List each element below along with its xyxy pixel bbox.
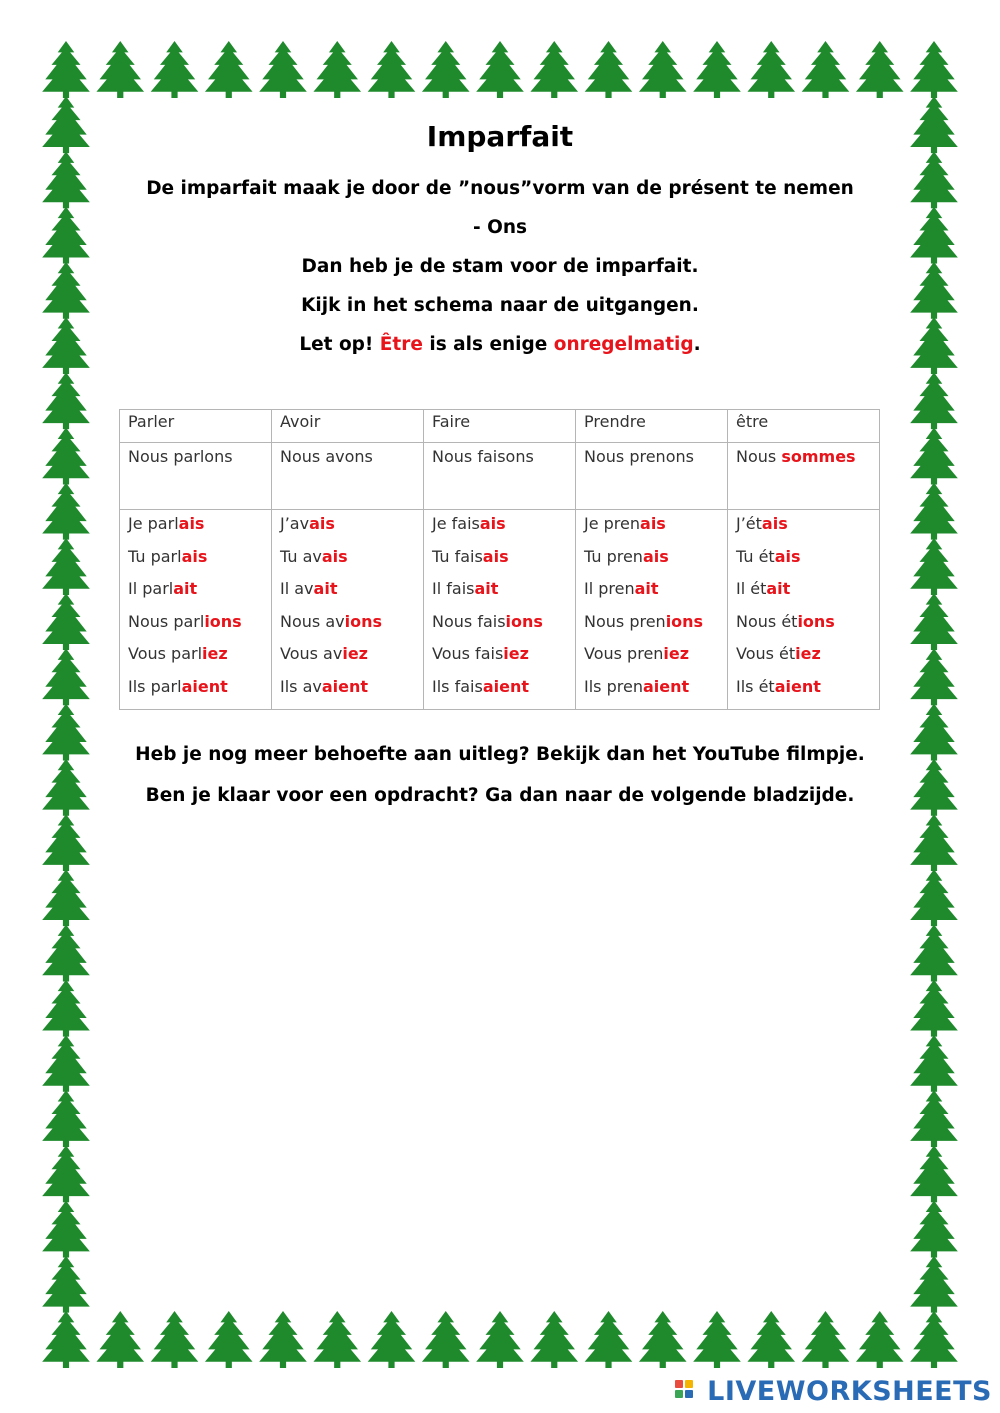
- conjugated-form: [128, 675, 263, 708]
- conjugation-cell: [120, 510, 272, 710]
- christmas-tree-icon: [639, 1311, 687, 1368]
- conjugated-form: [736, 675, 871, 708]
- conjugated-form: [432, 577, 567, 610]
- christmas-tree-icon: [802, 1311, 850, 1368]
- form-stem: Vous ét: [736, 644, 796, 663]
- form-stem: Tu parl: [128, 546, 182, 566]
- form-ending: ions: [797, 611, 835, 631]
- form-ending: ais: [309, 514, 335, 533]
- form-stem: Vous fais: [432, 644, 504, 663]
- christmas-tree-icon: [910, 648, 958, 705]
- form-ending: iez: [663, 644, 690, 663]
- form-stem: Vous av: [280, 644, 343, 663]
- christmas-tree-icon: [747, 1311, 795, 1368]
- christmas-tree-icon: [910, 207, 958, 264]
- form-stem: Ils parl: [128, 676, 182, 696]
- conjugated-form: [432, 545, 567, 578]
- christmas-tree-icon: [910, 428, 958, 485]
- nous-form-text: Nous: [736, 447, 782, 466]
- form-stem: Ils ét: [736, 676, 775, 696]
- christmas-tree-icon: [747, 41, 795, 98]
- form-stem: Tu pren: [584, 546, 643, 566]
- intro-line-1: De imparfait maak je door de ”nous”vorm van de présent te nemen: [146, 178, 854, 199]
- christmas-tree-icon: [910, 593, 958, 650]
- liveworksheets-logo: [675, 1376, 992, 1407]
- form-ending: aient: [321, 676, 369, 696]
- christmas-tree-icon: [313, 41, 361, 98]
- conjugated-form: [584, 512, 719, 545]
- form-ending: ait: [634, 579, 659, 598]
- conjugation-table: [119, 409, 880, 710]
- form-ending: ais: [321, 546, 348, 566]
- form-ending: ait: [173, 579, 198, 598]
- christmas-tree-icon: [42, 262, 90, 319]
- christmas-tree-icon: [422, 41, 470, 98]
- etre-highlight: Être: [379, 334, 423, 355]
- conjugated-form: [280, 577, 415, 610]
- christmas-tree-icon: [42, 317, 90, 374]
- form-ending: ais: [482, 546, 509, 566]
- form-ending: ais: [181, 546, 208, 566]
- nous-form-irregular: sommes: [781, 447, 856, 466]
- form-stem: Il ét: [736, 579, 767, 598]
- nous-form-cell: [576, 443, 728, 510]
- conjugated-form: [128, 610, 263, 643]
- form-stem: Tu av: [280, 546, 322, 566]
- form-ending: ais: [479, 514, 506, 533]
- christmas-tree-icon: [259, 41, 307, 98]
- conjugated-form: [128, 642, 263, 675]
- conjugated-form: [584, 610, 719, 643]
- christmas-tree-icon: [96, 1311, 144, 1368]
- form-stem: Il av: [280, 579, 314, 598]
- nous-form-text: Nous parlons: [128, 447, 233, 466]
- form-stem: Je fais: [432, 514, 480, 533]
- form-stem: Ils fais: [432, 676, 483, 696]
- conjugated-form: [736, 577, 871, 610]
- christmas-tree-icon: [910, 317, 958, 374]
- christmas-tree-icon: [910, 96, 958, 153]
- christmas-tree-icon: [910, 980, 958, 1037]
- christmas-tree-icon: [42, 41, 90, 98]
- conjugated-form: [280, 675, 415, 708]
- form-stem: Il parl: [128, 579, 174, 598]
- intro-line-4: Kijk in het schema naar de uitgangen.: [301, 295, 699, 316]
- christmas-tree-icon: [42, 593, 90, 650]
- christmas-tree-icon: [585, 1311, 633, 1368]
- christmas-tree-icon: [42, 814, 90, 871]
- verb-header-cell: Avoir: [272, 410, 424, 443]
- christmas-tree-icon: [910, 1145, 958, 1202]
- imparfait-forms-row: [120, 510, 880, 710]
- form-stem: Ils av: [280, 676, 322, 696]
- christmas-tree-icon: [530, 41, 578, 98]
- christmas-tree-icon: [42, 1201, 90, 1258]
- christmas-tree-icon: [259, 1311, 307, 1368]
- christmas-tree-icon: [910, 262, 958, 319]
- christmas-tree-icon: [910, 1035, 958, 1092]
- conjugation-cell: [728, 510, 880, 710]
- christmas-tree-icon: [42, 1311, 90, 1368]
- conjugated-form: [736, 545, 871, 578]
- liveworksheets-logo-text: LIVEWORKSHEETS: [707, 1376, 992, 1407]
- christmas-tree-icon: [910, 759, 958, 816]
- form-ending: ais: [642, 546, 669, 566]
- form-stem: Tu fais: [432, 546, 483, 566]
- conjugated-form: [432, 675, 567, 708]
- form-stem: Nous pren: [584, 611, 666, 631]
- christmas-tree-icon: [42, 207, 90, 264]
- christmas-tree-icon: [910, 814, 958, 871]
- christmas-tree-icon: [422, 1311, 470, 1368]
- christmas-tree-icon: [802, 41, 850, 98]
- conjugated-form: [584, 675, 719, 708]
- conjugated-form: [280, 610, 415, 643]
- christmas-tree-icon: [42, 1035, 90, 1092]
- intro-line-5-part-a: Let op!: [299, 334, 380, 355]
- nous-form-text: Nous prenons: [584, 447, 694, 466]
- form-stem: Nous ét: [736, 611, 798, 631]
- christmas-tree-icon: [693, 41, 741, 98]
- form-stem: Vous pren: [584, 644, 664, 663]
- conjugated-form: [584, 545, 719, 578]
- conjugated-form: [736, 642, 871, 675]
- christmas-tree-icon: [151, 41, 199, 98]
- form-stem: Je parl: [128, 514, 179, 533]
- conjugated-form: [280, 545, 415, 578]
- christmas-tree-icon: [856, 1311, 904, 1368]
- page-title: Imparfait: [426, 120, 574, 153]
- nous-form-text: Nous faisons: [432, 447, 534, 466]
- conjugated-form: [432, 512, 567, 545]
- christmas-tree-icon: [368, 41, 416, 98]
- christmas-tree-icon: [585, 41, 633, 98]
- christmas-tree-icon: [476, 1311, 524, 1368]
- christmas-tree-icon: [910, 538, 958, 595]
- form-ending: ais: [774, 546, 801, 566]
- irregular-highlight: onregelmatig: [553, 334, 694, 355]
- nous-form-cell: [272, 443, 424, 510]
- conjugated-form: [432, 610, 567, 643]
- christmas-tree-icon: [205, 1311, 253, 1368]
- form-ending: ais: [178, 514, 205, 533]
- christmas-tree-icon: [639, 41, 687, 98]
- conjugation-cell: [576, 510, 728, 710]
- form-ending: aient: [181, 676, 228, 696]
- christmas-tree-icon: [910, 925, 958, 982]
- verb-header-cell: Parler: [120, 410, 272, 443]
- footer-line-2: Ben je klaar voor een opdracht? Ga dan naar de volgende bladzijde.: [145, 785, 855, 806]
- christmas-tree-icon: [42, 759, 90, 816]
- verb-header-cell: être: [728, 410, 880, 443]
- nous-form-cell: [424, 443, 576, 510]
- form-stem: Je pren: [584, 514, 641, 533]
- conjugated-form: [736, 512, 871, 545]
- form-ending: iez: [503, 644, 529, 663]
- form-ending: iez: [202, 644, 228, 663]
- verb-header-cell: Prendre: [576, 410, 728, 443]
- form-stem: Il fais: [432, 579, 475, 598]
- christmas-tree-icon: [910, 1090, 958, 1147]
- form-ending: ions: [505, 611, 543, 631]
- form-stem: Ils pren: [584, 676, 643, 696]
- christmas-tree-icon: [42, 428, 90, 485]
- nous-form-row: [120, 443, 880, 510]
- christmas-tree-icon: [530, 1311, 578, 1368]
- christmas-tree-icon: [42, 151, 90, 208]
- christmas-tree-icon: [910, 483, 958, 540]
- form-ending: ait: [474, 579, 499, 598]
- conjugated-form: [128, 512, 263, 545]
- christmas-tree-icon: [42, 648, 90, 705]
- conjugated-form: [280, 642, 415, 675]
- christmas-tree-icon: [476, 41, 524, 98]
- conjugated-form: [128, 577, 263, 610]
- form-stem: Nous av: [280, 611, 345, 631]
- christmas-tree-icon: [693, 1311, 741, 1368]
- footer-line-1: Heb je nog meer behoefte aan uitleg? Bekijk dan het YouTube filmpje.: [135, 744, 865, 765]
- form-ending: iez: [342, 644, 368, 663]
- intro-line-3: Dan heb je de stam voor de imparfait.: [301, 256, 699, 277]
- form-ending: iez: [795, 644, 821, 663]
- verb-header-row: [120, 410, 880, 443]
- conjugated-form: [736, 610, 871, 643]
- form-stem: J’av: [280, 514, 310, 533]
- form-ending: ais: [640, 514, 666, 533]
- conjugated-form: [584, 577, 719, 610]
- christmas-tree-icon: [42, 538, 90, 595]
- christmas-tree-icon: [151, 1311, 199, 1368]
- form-stem: Vous parl: [128, 644, 203, 663]
- christmas-tree-icon: [42, 372, 90, 429]
- christmas-tree-icon: [42, 1145, 90, 1202]
- nous-form-text: Nous avons: [280, 447, 373, 466]
- form-stem: Nous parl: [128, 611, 205, 631]
- christmas-tree-icon: [910, 372, 958, 429]
- christmas-tree-icon: [856, 41, 904, 98]
- form-ending: ait: [313, 579, 338, 598]
- intro-line-5-part-e: .: [693, 334, 701, 355]
- form-ending: ait: [766, 579, 791, 598]
- christmas-tree-icon: [313, 1311, 361, 1368]
- form-ending: aient: [482, 676, 529, 696]
- conjugated-form: [128, 545, 263, 578]
- christmas-tree-icon: [910, 869, 958, 926]
- christmas-tree-icon: [42, 96, 90, 153]
- form-stem: J’ét: [736, 514, 762, 533]
- christmas-tree-icon: [910, 41, 958, 98]
- conjugated-form: [280, 512, 415, 545]
- form-stem: Nous fais: [432, 611, 506, 631]
- liveworksheets-logo-icon: [675, 1378, 703, 1406]
- christmas-tree-icon: [910, 1256, 958, 1313]
- form-ending: ions: [204, 611, 242, 631]
- christmas-tree-icon: [42, 980, 90, 1037]
- christmas-tree-icon: [42, 704, 90, 761]
- form-stem: Tu ét: [736, 546, 775, 566]
- christmas-tree-icon: [205, 41, 253, 98]
- christmas-tree-icon: [42, 1090, 90, 1147]
- christmas-tree-icon: [42, 869, 90, 926]
- christmas-tree-icon: [368, 1311, 416, 1368]
- christmas-tree-icon: [910, 1201, 958, 1258]
- christmas-tree-icon: [42, 1256, 90, 1313]
- intro-line-5: [100, 334, 900, 355]
- conjugated-form: [432, 642, 567, 675]
- christmas-tree-icon: [96, 41, 144, 98]
- christmas-tree-icon: [42, 483, 90, 540]
- form-ending: aient: [642, 676, 690, 696]
- christmas-tree-icon: [910, 1311, 958, 1368]
- form-stem: Il pren: [584, 579, 635, 598]
- intro-line-2: - Ons: [472, 217, 528, 238]
- conjugation-cell: [424, 510, 576, 710]
- verb-header-cell: Faire: [424, 410, 576, 443]
- form-ending: ais: [761, 514, 788, 533]
- form-ending: ions: [344, 611, 382, 631]
- christmas-tree-icon: [42, 925, 90, 982]
- christmas-tree-icon: [910, 704, 958, 761]
- intro-line-5-part-c: is als enige: [422, 334, 554, 355]
- form-ending: aient: [774, 676, 821, 696]
- nous-form-cell: [728, 443, 880, 510]
- nous-form-cell: [120, 443, 272, 510]
- christmas-tree-icon: [910, 151, 958, 208]
- form-ending: ions: [665, 611, 704, 631]
- conjugation-cell: [272, 510, 424, 710]
- conjugated-form: [584, 642, 719, 675]
